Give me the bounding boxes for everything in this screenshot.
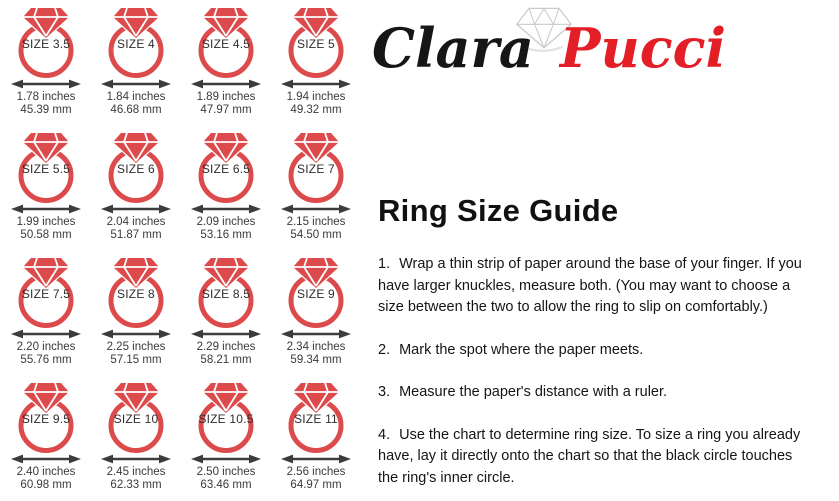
brand-word-clara: Clara: [372, 16, 534, 80]
ring-inches: 1.78 inches: [16, 91, 76, 103]
ring-mm: 49.32 mm: [290, 103, 342, 116]
ring-inches: 2.09 inches: [196, 216, 256, 228]
ring-size-label: SIZE 7.5: [21, 287, 71, 301]
step-number: 1.: [378, 256, 391, 272]
ring-size-label: SIZE 7: [297, 162, 335, 176]
step-number: 3.: [378, 384, 391, 400]
ring-size-cell: [1, 381, 91, 501]
brand-word-pucci: Pucci: [559, 16, 727, 80]
ring-measurements: [181, 91, 271, 116]
ring-size-label: SIZE 6: [117, 162, 155, 176]
ring-measurements: [91, 466, 181, 491]
ring-size-label: SIZE 11: [294, 412, 338, 426]
ring-size-cell: [181, 131, 271, 256]
ring-inches: 2.56 inches: [286, 466, 346, 478]
step-text-line: have, lay it directly onto the chart so that the black circle touches: [378, 448, 793, 464]
ring-size-cell: [91, 6, 181, 131]
step-number: 2.: [378, 341, 391, 358]
ring-mm: 62.33 mm: [110, 478, 162, 491]
ring-size-cell: [91, 381, 181, 501]
ring-mm: 60.98 mm: [20, 478, 72, 491]
ring-inches: 2.45 inches: [106, 466, 166, 478]
ring-size-label: SIZE 5: [297, 37, 335, 51]
ring-size-cell: [181, 6, 271, 131]
ring-measurements: [271, 466, 361, 491]
step-text-line: Mark the spot where the paper meets.: [399, 341, 644, 358]
ring-size-cell: [181, 256, 271, 381]
ring-size-label: SIZE 8: [117, 287, 155, 301]
ring-size-label: SIZE 9.5: [21, 412, 71, 426]
instruction-step-3: [378, 382, 826, 404]
ring-mm: 51.87 mm: [110, 228, 162, 241]
ring-size-cell: [1, 131, 91, 256]
brand-logo: [372, 2, 812, 104]
ring-measurements: [1, 341, 91, 366]
ring-inches: 2.40 inches: [16, 466, 76, 478]
instruction-step-4: [378, 425, 826, 490]
ring-mm: 57.15 mm: [110, 353, 162, 366]
ring-inches: 2.04 inches: [106, 216, 166, 228]
ring-inches: 2.25 inches: [106, 341, 166, 353]
step-text-line: size between the two to allow the ring to slip on comfortably.): [378, 299, 768, 315]
ring-mm: 64.97 mm: [290, 478, 342, 491]
ring-mm: 58.21 mm: [200, 353, 252, 366]
brand-wordmark: [372, 16, 726, 81]
ring-size-label: SIZE 4: [117, 37, 155, 51]
ring-size-cell: [91, 131, 181, 256]
ring-mm: 50.58 mm: [20, 228, 72, 241]
guide-section: [378, 192, 826, 501]
ring-inches: 2.29 inches: [196, 341, 256, 353]
ring-inches: 2.15 inches: [286, 216, 346, 228]
ring-size-label: SIZE 6.5: [201, 162, 251, 176]
instruction-step-1: [378, 254, 826, 319]
page-title: Ring Size Guide: [378, 193, 619, 228]
ring-size-cell: [181, 381, 271, 501]
ring-size-label: SIZE 4.5: [201, 37, 251, 51]
ring-measurements: [271, 91, 361, 116]
ring-mm: 55.76 mm: [20, 353, 72, 366]
ring-inches: 1.94 inches: [286, 91, 346, 103]
ring-measurements: [181, 216, 271, 241]
ring-measurements: [181, 466, 271, 491]
ring-mm: 59.34 mm: [290, 353, 342, 366]
instruction-step-2: [378, 340, 826, 362]
ring-mm: 45.39 mm: [20, 103, 72, 116]
ring-size-cell: [271, 256, 361, 381]
ring-size-label: SIZE 10: [113, 412, 159, 426]
ring-measurements: [1, 466, 91, 491]
ring-mm: 54.50 mm: [290, 228, 342, 241]
ring-inches: 2.50 inches: [196, 466, 256, 478]
ring-size-cell: [1, 256, 91, 381]
step-number: 4.: [378, 426, 391, 443]
ring-measurements: [1, 91, 91, 116]
ring-size-cell: [91, 256, 181, 381]
step-text-line: Measure the paper's distance with a ruler.: [399, 384, 668, 400]
ring-size-label: SIZE 9: [297, 287, 335, 301]
ring-inches: 1.99 inches: [16, 216, 76, 228]
step-text-line: the ring's inner circle.: [378, 469, 515, 486]
ring-mm: 46.68 mm: [110, 103, 162, 116]
ring-measurements: [91, 341, 181, 366]
ring-size-label: SIZE 8.5: [201, 287, 251, 301]
ring-measurements: [271, 216, 361, 241]
ring-measurements: [91, 91, 181, 116]
ring-measurements: [1, 216, 91, 241]
ring-size-label: SIZE 3.5: [21, 37, 71, 51]
ring-size-cell: [271, 6, 361, 131]
ring-size-label: SIZE 5.5: [21, 162, 71, 176]
ring-measurements: [91, 216, 181, 241]
ring-mm: 47.97 mm: [200, 103, 252, 116]
ring-size-label: SIZE 10.5: [198, 412, 254, 426]
ring-inches: 2.20 inches: [16, 341, 76, 353]
ring-size-cell: [1, 6, 91, 131]
ring-mm: 63.46 mm: [200, 478, 252, 491]
ring-inches: 1.84 inches: [106, 91, 166, 103]
ring-mm: 53.16 mm: [200, 228, 252, 241]
step-text-line: Wrap a thin strip of paper around the base of your finger. If you: [399, 256, 802, 272]
step-text-line: Use the chart to determine ring size. To size a ring you already: [399, 426, 801, 443]
ring-size-chart: [1, 6, 361, 501]
step-text-line: have larger knuckles, measure both. (You may want to choose a: [378, 277, 791, 294]
ring-inches: 2.34 inches: [286, 341, 346, 353]
ring-size-cell: [271, 131, 361, 256]
ring-measurements: [271, 341, 361, 366]
ring-inches: 1.89 inches: [196, 91, 256, 103]
ring-size-cell: [271, 381, 361, 501]
ring-measurements: [181, 341, 271, 366]
